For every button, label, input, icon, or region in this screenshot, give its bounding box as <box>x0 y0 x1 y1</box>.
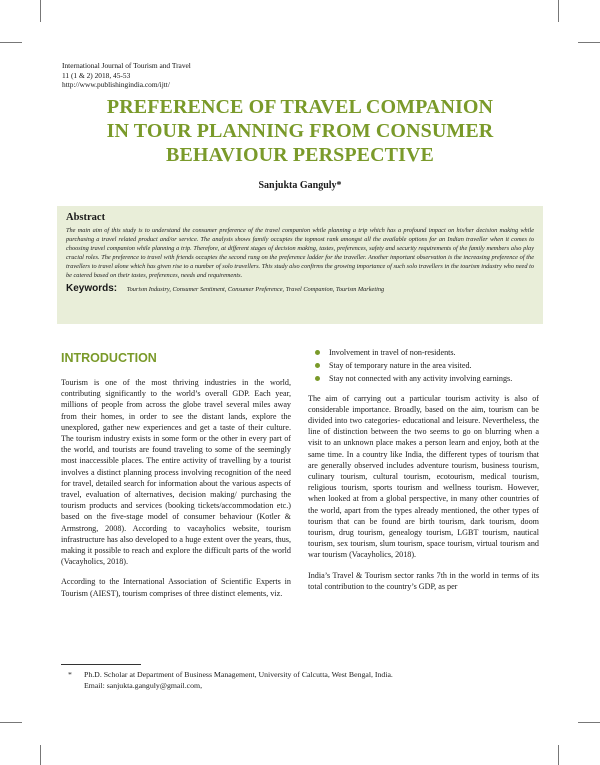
author-name: Sanjukta Ganguly* <box>258 180 342 191</box>
bullet-icon <box>315 376 320 381</box>
paragraph: The aim of carrying out a particular tourism activity is also of considerable importance. Broadly, based on the aim, tourism can be divided into two categories- educational and leisure. Nevertheless, the line of distinction between the two seems to go on blurring when a visit to an unknown place makes a person learn and enjoy, both at the same time. In a country like India, the different types of tourism that are generally observed includes adventure tourism, business tourism, culinary tourism, cultural tourism, ecotourism, medical tourism, religious tourism, sports tourism and wellness tourism. However, when looked at from a global perspective, in many other countries of the world, apart from the types already mentioned, the other types of tourism that can be found are birth tourism, dark tourism, doom tourism, drug tourism, genealogy tourism, LGBT tourism, nautical tourism, sex tourism, slum tourism, space tourism, virtual tourism and war tourism (Vacayholics, 2018). <box>308 393 539 560</box>
bullet-icon <box>315 363 320 368</box>
title-line: PREFERENCE OF TRAVEL COMPANION <box>106 96 494 118</box>
journal-name: International Journal of Tourism and Travel <box>62 61 191 70</box>
footnote-divider <box>61 664 141 665</box>
abstract-line: at different stages of decision making, tastes, preferences, safety and security requirements of the family members also play crucial roles. The <box>66 245 534 262</box>
paragraph: India’s Travel & Tourism sector ranks 7th in the world in terms of its total contribution to the country’s GDP, as per <box>308 570 539 591</box>
abstract-line: The main aim of this study is to understand the consumer preference of the travel companion while planning a trip which has a profound <box>66 227 427 234</box>
footnote-email[interactable]: Email: sanjukta.ganguly@gmail.com, <box>84 681 203 690</box>
list-item <box>308 373 539 384</box>
bullet-text: Stay of temporary nature in the area visited. <box>329 361 472 371</box>
crop-mark <box>40 745 41 765</box>
right-column <box>308 347 539 601</box>
crop-mark <box>558 0 559 22</box>
paragraph: Tourism is one of the most thriving industries in the world, contributing significantly to the world’s overall GDP. Each year, millions of people from across the globe travel several miles away from their homes, in order to see the distant lands, explore the unexplored, gather new experiences and get a taste of their culture. The tourism industry exists in some form or the other in every part of the world, and tourists are found traveling to some of the seemingly most inaccessible places. The entire activity of travelling by a tourist involves a distinct planning process involving recognition of the need for travel, detailed search for information about the various aspects of travel, evaluation of alternatives, decision making/ purchasing the tourism products and services (booking tickets/accommodation etc.) based on the five-stage model of consumer behaviour (Kotler & Armstrong, 2008). According to vacayholics website, tourism infrastructure has also developed to a huge extent over the years, thus, making it possible to reach and explore the difficult parts of the world (Vacayholics, 2018). <box>61 378 291 567</box>
bullet-list <box>308 347 539 385</box>
bullet-text: Stay not connected with any activity involving earnings. <box>329 374 513 384</box>
abstract-text <box>66 226 534 281</box>
keywords-list: Tourism Industry, Consumer Sentiment, Consumer Preference, Travel Companion, Tourism Marketing <box>126 285 385 293</box>
title-line: IN TOUR PLANNING FROM CONSUMER <box>106 120 494 142</box>
left-column <box>61 377 291 608</box>
section-heading-introduction: INTRODUCTION <box>61 351 157 365</box>
abstract-box <box>57 206 543 324</box>
footnote-affiliation: Ph.D. Scholar at Department of Business Management, University of Calcutta, West Bengal, India. <box>84 670 393 679</box>
footnote-marker: * <box>68 670 72 679</box>
journal-issue: 11 (1 & 2) 2018, 45-53 <box>62 70 131 80</box>
crop-mark <box>578 42 600 43</box>
crop-mark <box>0 722 22 723</box>
list-item <box>308 360 539 371</box>
journal-header <box>62 61 191 90</box>
abstract-line: importance of such solo travellers in the tourism industry who need to be catered based on their tastes, preferences, needs and requirements. <box>66 263 535 280</box>
paragraph: According to the International Association of Scientific Experts in Tourism (AIEST), tourism comprises of three distinct elements, viz. <box>61 577 291 598</box>
abstract-line: rank amongst all the available options for an Indian traveller when it comes to choosing travel companion while planning a trip. Therefore, <box>66 236 535 253</box>
abstract-heading: Abstract <box>66 212 106 223</box>
abstract-line: impact on his/her decision making while purchasing a travel related product and/or service. The analysis shows family occupies the topmost <box>66 227 534 244</box>
footnote-text <box>84 669 504 691</box>
paper-title <box>40 95 560 167</box>
journal-url[interactable]: http://www.publishingindia.com/ijtt/ <box>62 80 170 90</box>
crop-mark <box>578 722 600 723</box>
list-item <box>308 347 539 358</box>
bullet-text: Involvement in travel of non-residents. <box>329 348 456 357</box>
title-line: BEHAVIOUR PERSPECTIVE <box>166 144 434 166</box>
abstract-line: preference to travel with friends occupies the second rung on the preference ladder for the traveller. Another important observation is the <box>112 254 462 262</box>
keywords-label: Keywords: <box>66 282 118 294</box>
keywords <box>66 283 534 296</box>
crop-mark <box>40 0 41 22</box>
crop-mark <box>558 745 559 765</box>
crop-mark <box>0 42 22 43</box>
bullet-icon <box>315 350 320 355</box>
abstract-line: increasing preference of the travellers to travel alone which has given rise to a number of solo travellers. This study also confirms the growing <box>66 254 534 271</box>
